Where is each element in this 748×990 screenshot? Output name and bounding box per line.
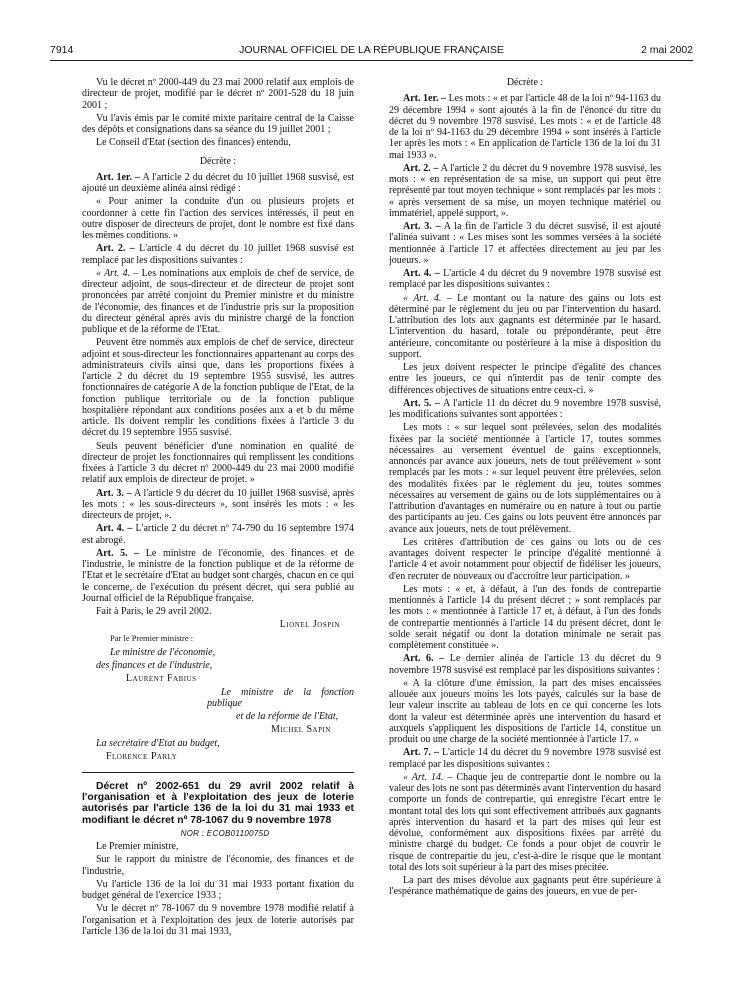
signature-minister-eco: Laurent Fabius (126, 673, 197, 685)
quote-paragraph: « A la clôture d'une émission, la part des mises encaissées allouée aux joueurs moins les lots payés, calculés sur la base de leur valeur inscrite au tableau de lots en ce qui concerne les lots dont la valeur est déterminée après une intervention du hasard et auxquels s'appliquent les dispositions de l'article 14, constitue un produit ou une charge de la société mentionnée à l'article 17. » (389, 677, 661, 745)
article-1 (389, 93, 661, 161)
section-separator (82, 772, 354, 773)
secretary-title: La secrétaire d'Etat au budget, (96, 737, 220, 749)
decree-title: Décret nº 2002-651 du 29 avril 2002 relatif à l'organisation et à l'exploitation des jeux de loterie autorisés par l'article 136 de la loi du 31 mai 1933 et modifiant le décret nº 78-1067 du 9 novembre 1978 (82, 781, 354, 826)
page-number: 7914 (50, 44, 74, 56)
article-label: Art. 3. – (96, 487, 132, 499)
article-label: Art. 5. – (403, 397, 440, 409)
article-text: L'article 2 du décret nº 74-790 du 16 septembre 1974 est abrogé. (82, 523, 355, 546)
quote-paragraph: Les mots : « sur lequel sont prélevées, selon des modalités fixées par la société mentionnée à l'article 17, toutes sommes nécessaires au versement éventuel de gains exceptionnels, annoncés par avance aux joueurs, nets de tout prélèvement » sont remplacés par les mots : « sur lequel peuvent être prélevées, selon des modalités fixées par le règlement du jeu, toutes sommes nécessaires au versement de gains ou de lots supplémentaires ou à l'attribution d'avantages en numéraire ou en nature à tout ou partie des participants au jeu. Ces gains ou lots peuvent être annoncés par avance aux joueurs, nets de tout prélèvement. (389, 422, 661, 535)
article-text: Le dernier alinéa de l'article 13 du décret du 9 novembre 1978 susvisé est remplacé par les dispositions suivantes : (389, 653, 661, 676)
visa-paragraph: Vu le décret nº 78-1067 du 9 novembre 1978 modifié relatif à l'organisation et à l'exploitation des jeux de loterie autorisés par l'article 136 de la loi du 31 mai 1933, (82, 903, 354, 937)
decrete-heading: Décrète : (199, 155, 237, 167)
article-label: Art. 7. – (403, 747, 439, 759)
article-1 (82, 172, 354, 195)
article-label: Art. 4. – (96, 523, 133, 535)
article-label: Art. 2. – (403, 162, 439, 174)
journal-title: JOURNAL OFFICIEL DE LA RÉPUBLIQUE FRANÇAISE (239, 44, 504, 56)
quote-paragraph: Les mots : « et, à défaut, à l'un des fonds de contrepartie mentionnés à l'article 14 du présent décret ; » sont remplacés par les mots : « mentionnée à l'article 17 et, à défaut, à l'un des fonds de contrepartie mentionnés à l'article 14 du présent décret, dont le solde serait négatif ou dont la dotation minimale ne serait pas complètement constituée ». (389, 583, 661, 651)
quoted-article-label: « Art. 14. – (403, 771, 453, 783)
article-text: L'article 4 du décret du 9 novembre 1978 susvisé est remplacé par les dispositions suivantes : (389, 268, 661, 291)
article-6 (389, 653, 661, 676)
minister-title: des finances et de l'industrie, (96, 660, 213, 671)
quote-paragraph (389, 772, 661, 873)
premier-ministre: Le Premier ministre, (96, 841, 179, 853)
right-column (389, 77, 661, 900)
quote-paragraph: Les critères d'attribution de ces gains ou lots ou de ces avantages doivent respecter le principe d'égalité mentionné à l'article 4 et avoir notamment pour objectif de fidéliser les joueurs, d'en recruter de nouveaux ou d'accroître leur participation. » (389, 536, 661, 582)
article-text: A l'article 9 du décret du 10 juillet 1968 susvisé, après les mots : « les sous-directeurs », sont insérés les mots : « les directeurs de projet, ». (82, 487, 354, 521)
article-3 (82, 488, 354, 522)
minister-title: Le ministre de l'économie, (110, 646, 216, 658)
visa-paragraph: Vu l'avis émis par le comité mixte paritaire central de la Caisse des dépôts et consignations dans sa séance du 19 juillet 2001 ; (82, 112, 354, 135)
minister-title: Le ministre de la fonction publique (207, 686, 354, 709)
publication-date: 2 mai 2002 (641, 44, 693, 56)
left-column (82, 77, 354, 939)
article-text: A la fin de l'article 3 du décret susvisé, il est ajouté l'alinéa suivant : « Les mises sont les sommes versées à la société mentionnée à l'article 17 et affectées directement au jeu par les joueurs. » (389, 221, 661, 266)
page-header (50, 44, 693, 58)
rapport-paragraph: Sur le rapport du ministre de l'économie, des finances et de l'industrie, (82, 854, 354, 877)
quote-paragraph: La part des mises dévolue aux gagnants peut être supérieure à l'espérance mathématique de gains des joueurs, en vue de per- (389, 875, 661, 898)
article-label: Art. 1er. – (403, 93, 447, 105)
article-label: Art. 4. – (403, 268, 440, 279)
article-5 (389, 398, 661, 421)
article-3 (389, 221, 661, 266)
article-label: Art. 3. – (403, 221, 441, 232)
article-4 (82, 523, 354, 546)
quote-paragraph (82, 268, 354, 336)
quoted-article-label: « Art. 4. – (96, 267, 139, 279)
article-text: A l'article 2 du décret du 10 juillet 1968 susvisé, est ajouté un deuxième alinéa ainsi rédigé : (82, 171, 355, 194)
article-text: A l'article 11 du décret du 9 novembre 1978 susvisé, les modifications suivantes sont apportées : (389, 397, 662, 420)
article-text: L'article 4 du décret du 10 juillet 1968 susvisé est remplacé par les dispositions suivantes : (82, 243, 354, 266)
article-4 (389, 268, 661, 291)
article-5 (82, 548, 354, 604)
visa-paragraph: Vu le décret nº 2000-449 du 23 mai 2000 relatif aux emplois de directeur de projet, modifié par le décret nº 2001-528 du 18 juin 2001 ; (82, 77, 354, 111)
quote-text: Chaque jeu de contrepartie dont le nombre ou la valeur des lots ne sont pas déterminés avant l'intervention du hasard comporte un fonds de contrepartie, qui enregistre l'écart entre le montant total des lots qui sont effectivement attribués aux gagnants après intervention du hasard et la part des mises qui leur est dévolue, conformément aux dispositions fixées par arrêté du ministre chargé du budget. Ce fonds a pour objet de couvrir le risque de contrepartie du jeu, c'est-à-dire le risque que le montant total des lots soit supérieur à la part des mises précitée. (389, 771, 661, 873)
signature-minister-fp: Michel Sapin (271, 724, 331, 736)
article-2 (389, 163, 661, 219)
quote-paragraph: Peuvent être nommés aux emplois de chef de service, directeur adjoint et sous-directeur les fonctionnaires appartenant au corps des administrateurs civils ainsi que, dans les proportions fixées à l'article 2 du décret du 19 septembre 1955 susvisé, les autres fonctionnaires de catégorie A de la fonction publique de l'Etat, de la fonction publique territoriale ou de la fonction publique hospitalière répondant aux conditions posées aux a et b du même article. Ils doivent remplir les conditions fixées à l'article 3 du décret du 19 septembre 1955 susvisé. (82, 337, 354, 439)
conseil-paragraph: Le Conseil d'Etat (section des finances) entendu, (96, 137, 291, 149)
article-label: Art. 2. – (96, 243, 135, 255)
article-text: L'article 14 du décret du 9 novembre 1978 susvisé est remplacé par les dispositions suivantes : (389, 747, 662, 770)
par-le-premier-ministre: Par le Premier ministre : (110, 632, 194, 643)
minister-title: et de la réforme de l'Etat, (236, 711, 339, 722)
decrete-heading: Décrète : (506, 77, 544, 88)
quote-text: Les nominations aux emplois de chef de service, de directeur adjoint, de sous-directeur et de directeur de projet sont prononcées par arrêté conjoint du Premier ministre et du ministre de l'économie, des finances et de l'industrie pris sur la proposition du directeur général après avis du ministre chargé de la fonction publique et de la réforme de l'Etat. (82, 267, 355, 335)
article-label: Art. 6. – (403, 653, 445, 665)
article-7 (389, 747, 661, 770)
signature-secretary: Florence Parly (106, 750, 178, 762)
fait-a-paris: Fait à Paris, le 29 avril 2002. (96, 606, 212, 617)
quote-paragraph (389, 293, 661, 361)
article-text: Les mots : « et par l'article 48 de la loi nº 94-1163 du 29 décembre 1994 » sont ajoutés à la fin de l'énoncé du titre du décret du 9 novembre 1978 susvisé. Les mots : « et de l'article 48 de la loi nº 94-1163 du 29 décembre 1994 » sont insérés à l'article 1er après les mots : « En application de l'article 136 de la loi du 31 mai 1933 ». (389, 93, 662, 161)
quoted-article-label: « Art. 4. – (403, 292, 452, 304)
quote-paragraph: Les jeux doivent respecter le principe d'égalité des chances entre les joueurs, ce qui n'interdit pas de tenir compte des différences objectives de situations entre ceux-ci. » (389, 362, 661, 396)
article-label: Art. 1er. – (96, 171, 140, 183)
article-label: Art. 5. – (96, 547, 140, 559)
quote-paragraph: « Pour animer la conduite d'un ou plusieurs projets et coordonner à cette fin l'action des services intéressés, il peut en outre disposer de directeurs de projet, dont le nombre est fixé dans les mêmes conditions. » (82, 196, 354, 241)
header-rule (50, 60, 693, 61)
quote-text: Le montant ou la nature des gains ou lots est déterminé par le règlement du jeu ou par l'intervention du hasard. L'attribution des lots aux gagnants est déterminée par le hasard. L'intervention du hasard, totale ou prépondérante, peut être antérieure, concomitante ou postérieure à la mise à disposition du support. (389, 292, 661, 360)
article-text: A l'article 2 du décret du 9 novembre 1978 susvisé, les mots : « en représentation de sa mise, un support qui peut être représenté par tout moyen technique » sont remplacés par les mots : « après versement de sa mise, un moyen technique matériel ou immatériel, appelé support, ». (389, 162, 661, 219)
article-2 (82, 243, 354, 266)
article-text: Le ministre de l'économie, des finances et de l'industrie, le ministre de la fonction publique et de la réforme de l'Etat et le secrétaire d'Etat au budget sont chargés, chacun en ce qui le concerne, de l'exécution du présent décret, qui sera publié au Journal officiel de la République française. (82, 547, 354, 604)
nor-reference: NOR : ECOB0110075D (180, 828, 270, 838)
visa-paragraph: Vu l'article 136 de la loi du 31 mai 1933 portant fixation du budget général de l'exercice 1933 ; (82, 878, 354, 902)
quote-paragraph: Seuls peuvent bénéficier d'une nomination en qualité de directeur de projet les fonctionnaires qui remplissent les conditions fixées à l'article 3 du décret nº 2000-449 du 23 mai 2000 modifié relatif aux emplois de directeur de projet. » (82, 440, 354, 486)
signature-premier-ministre: Lionel Jospin (279, 619, 340, 631)
